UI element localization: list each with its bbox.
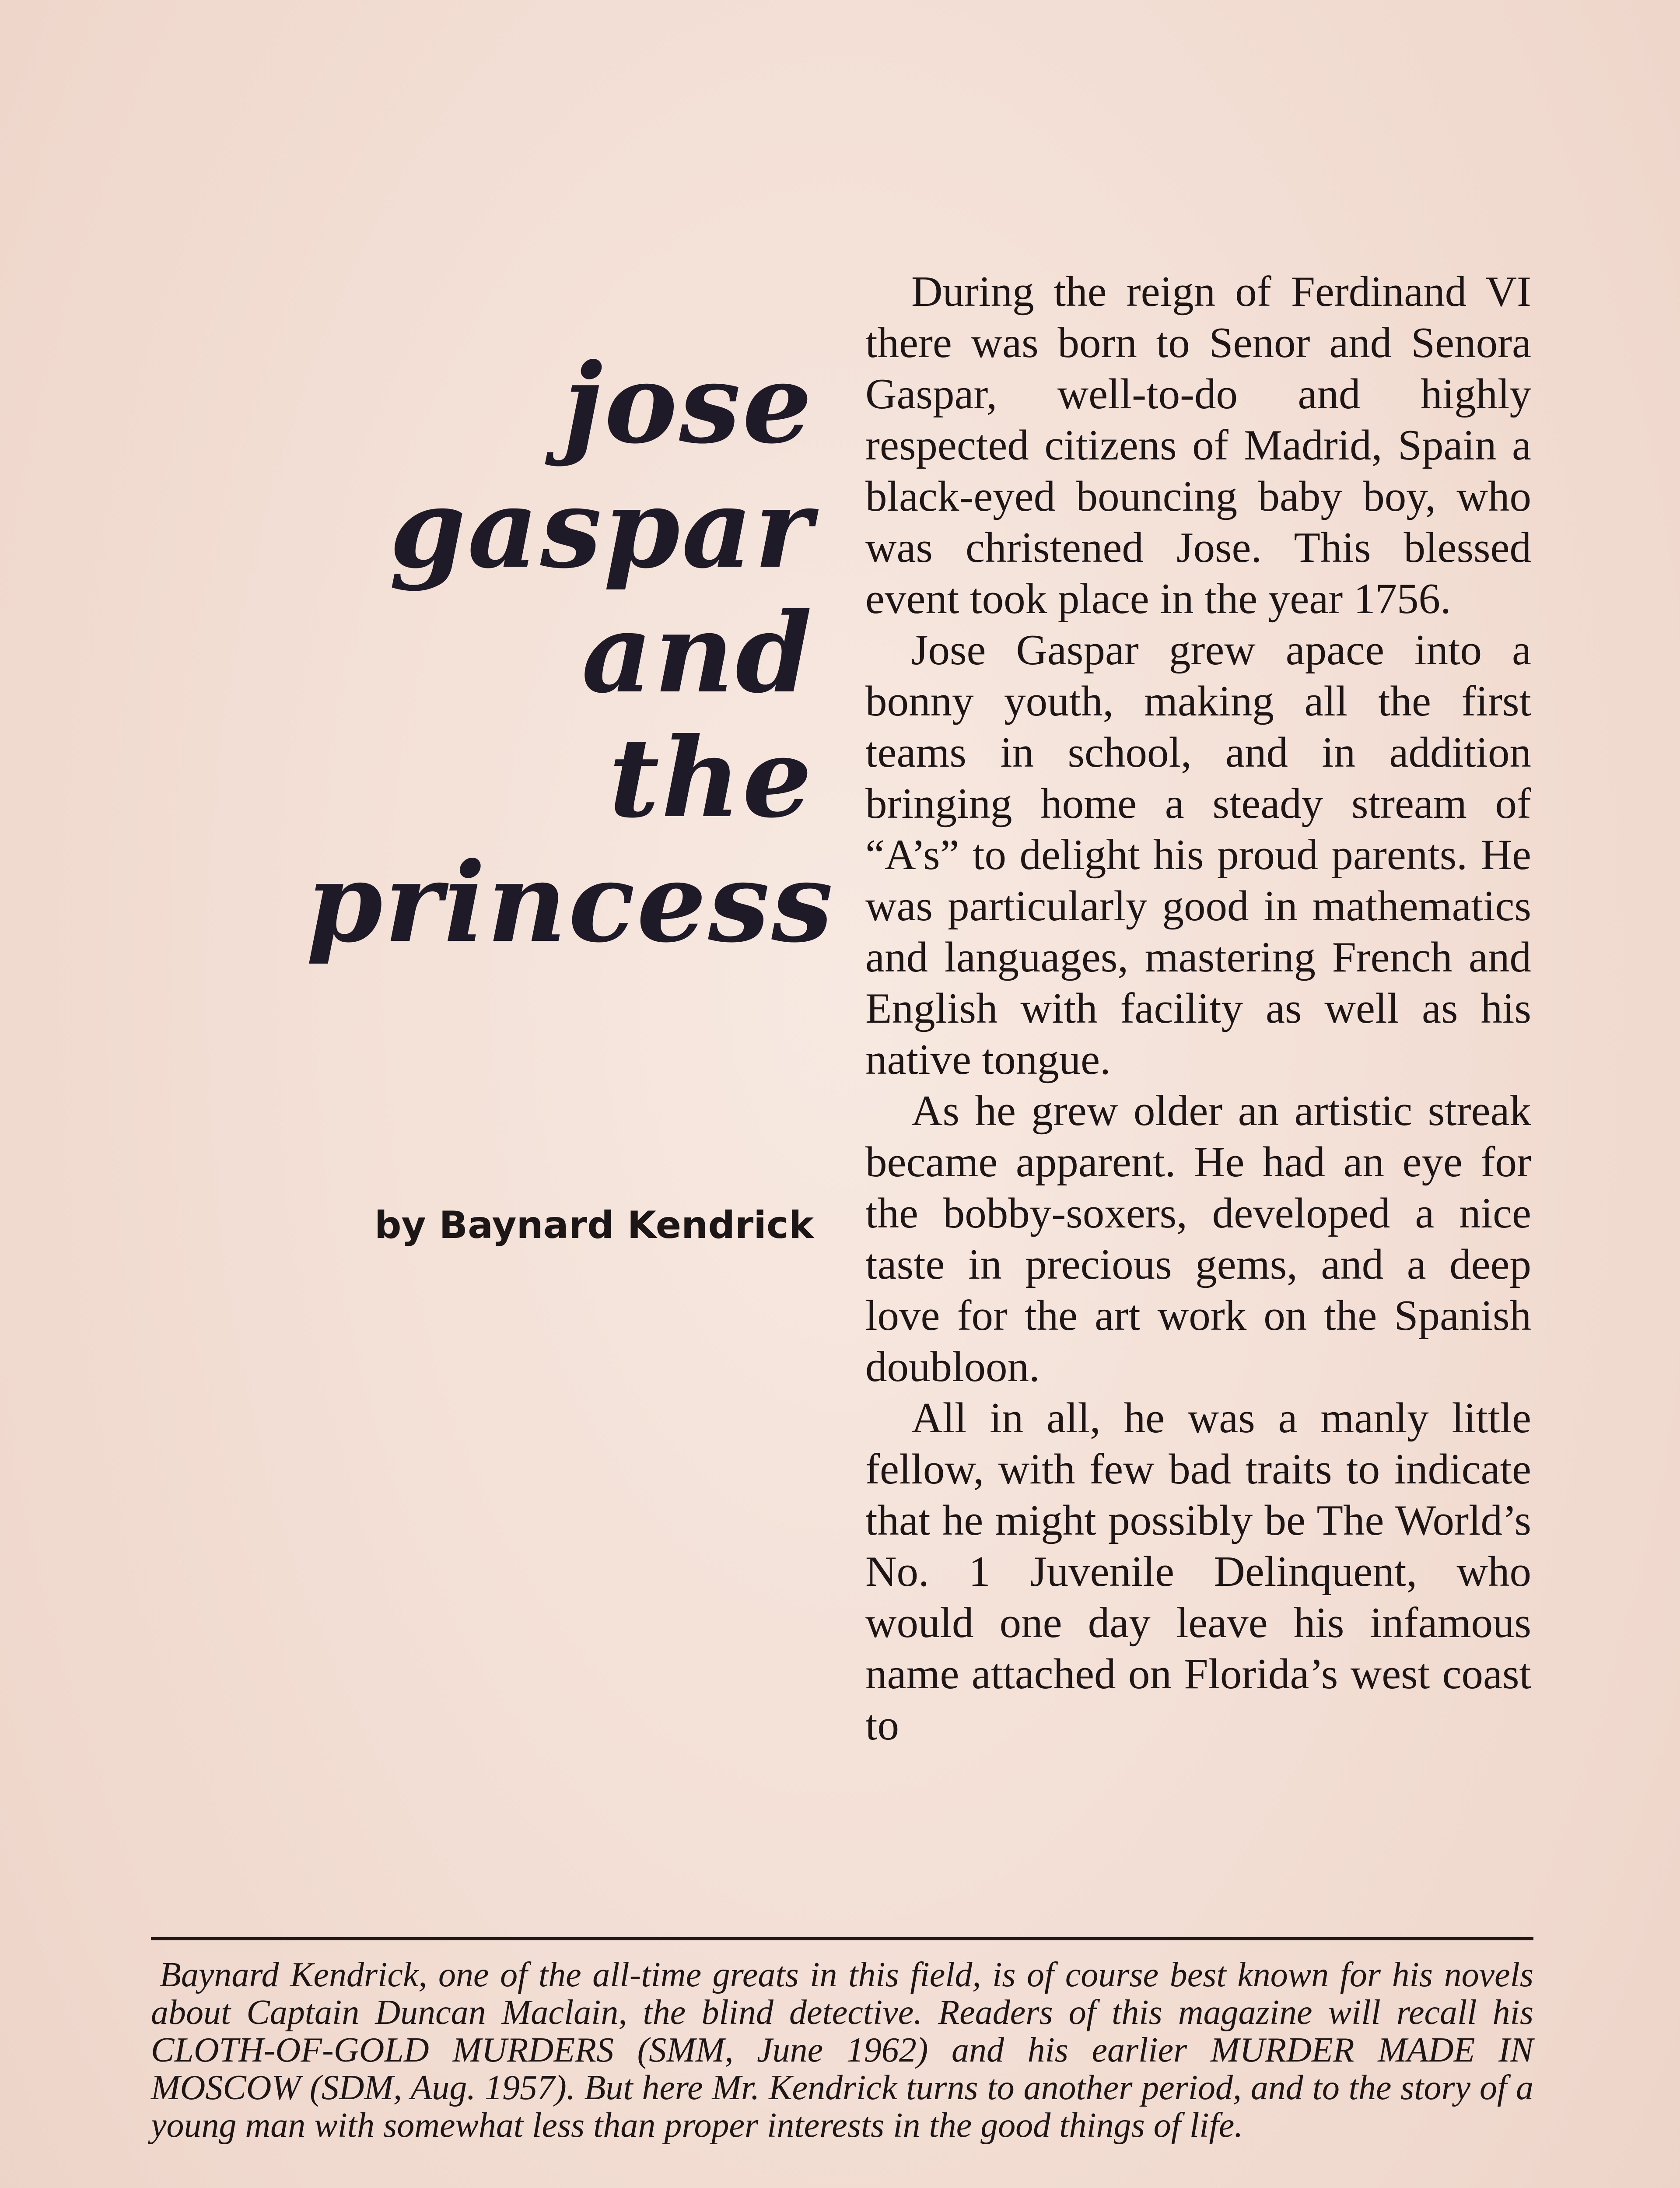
body-paragraph-2: Jose Gaspar grew apace into a bonny youth, making all the first teams in school, and in addition bringing home a steady stream of “A’s” to delight his proud parents. He was particularly good in mathematics and languages, mastering French and English with facility as well as his native tongue. <box>865 626 1531 1083</box>
body-paragraph-1: During the reign of Ferdinand VI there was born to Senor and Senora Gaspar, well-to-do and highly respected citizens of Madrid, Spain a black-eyed bouncing baby boy, who was christened Jose. This blessed event took place in the year 1756. <box>865 268 1531 623</box>
article-body <box>865 266 1531 1751</box>
title-line-2: gaspar <box>389 464 814 593</box>
body-paragraph-3: As he grew older an artistic streak became apparent. He had an eye for the bobby-soxers, developed a nice taste in precious gems, and a deep love for the art work on the Spanish doubloon. <box>865 1087 1531 1391</box>
title-line-5: princess <box>306 838 835 967</box>
bio-top-rule <box>151 1937 1533 1940</box>
author-bio-note: Baynard Kendrick, one of the all-time greats in this field, is of course best known for his novels about Captain Duncan Maclain, the blind detective. Readers of this magazine will recall his CLOTH-OF-GOLD MURDERS (SMM, June 1962) and his earlier MURDER MADE IN MOSCOW (SDM, Aug. 1957). But here Mr. Kendrick turns to another period, and to the story of a young man with somewhat less than proper interests in the good things of life. <box>151 1956 1533 2145</box>
title-line-4: the <box>609 713 814 842</box>
title-line-1: jose <box>563 339 814 468</box>
title-line-3: and <box>581 589 814 717</box>
story-title <box>306 339 835 967</box>
author-byline: by Baynard Kendrick <box>374 1203 814 1247</box>
body-paragraph-4: All in all, he was a manly little fellow, with few bad traits to indicate that he might possibly be The World’s No. 1 Juvenile Delinquent, who would one day leave his infamous name attached on Florida’s west coast to <box>865 1394 1531 1749</box>
